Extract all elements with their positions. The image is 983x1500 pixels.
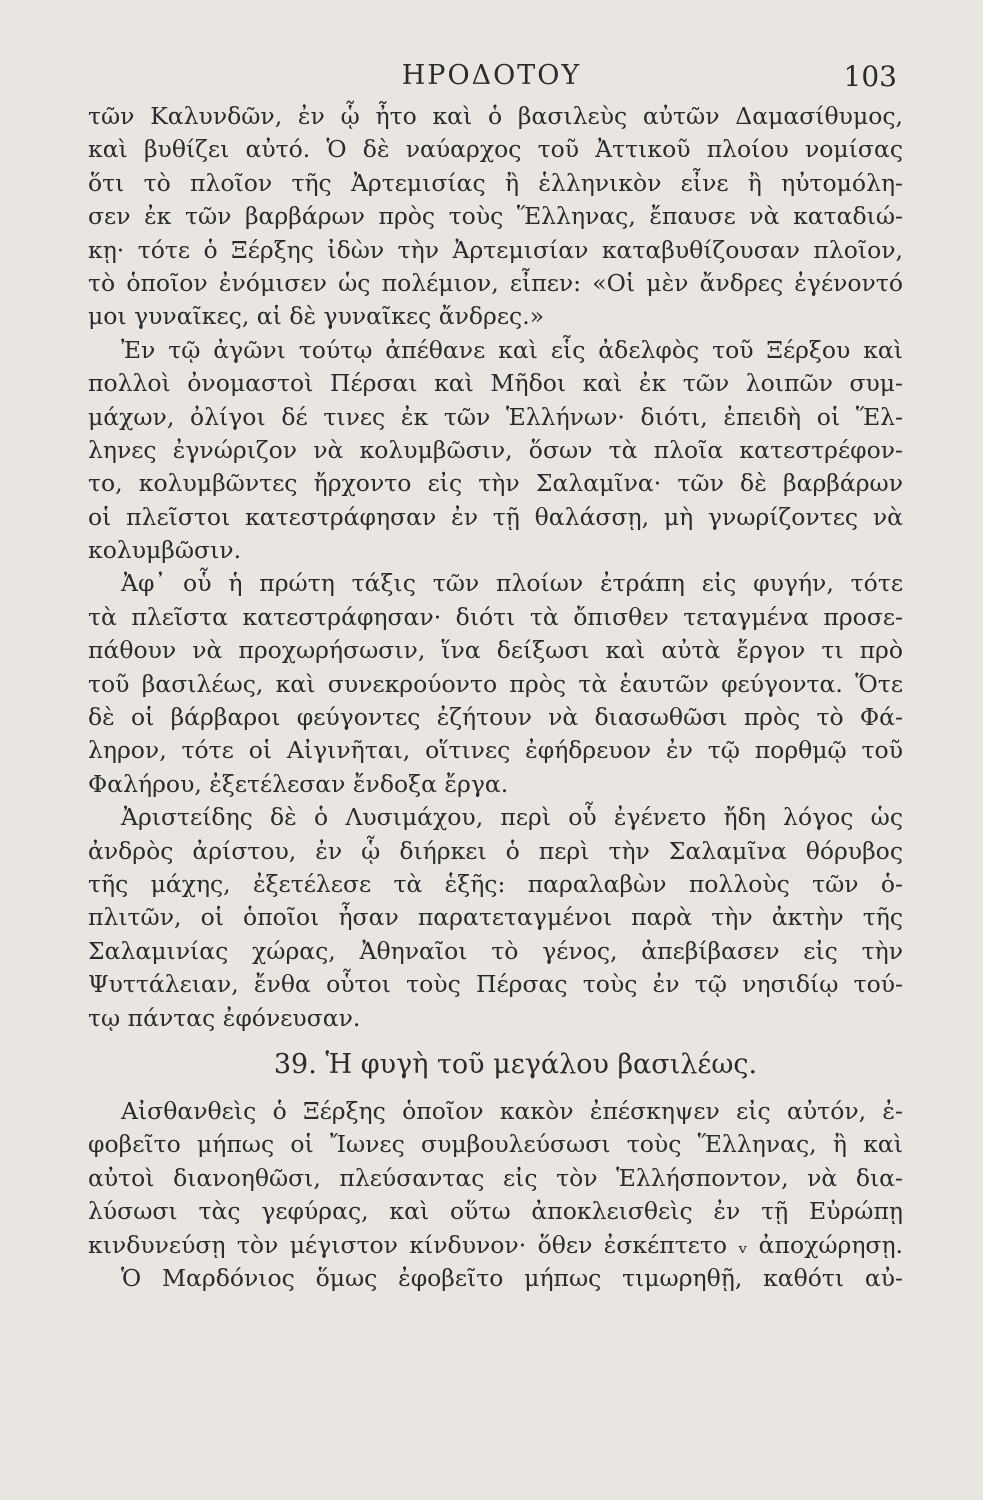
section-heading: 39. Ἡ φυγὴ τοῦ μεγάλου βασιλέως. bbox=[273, 1048, 758, 1080]
text-line: Ὁ Μαρδόνιος ὅμως ἐφοβεῖτο μήπως τιμωρηθῇ, καθότι αὐ- bbox=[121, 1263, 903, 1292]
text-line: τῆς μάχης, ἐξετέλεσε τὰ ἑξῆς: παραλαβὼν πολλοὺς τῶν ὁ- bbox=[88, 869, 903, 898]
text-line: πολλοὶ ὀνομαστοὶ Πέρσαι καὶ Μῆδοι καὶ ἐκ τῶν λοιπῶν συμ- bbox=[88, 369, 903, 398]
text-line: μοι γυναῖκες, αἱ δὲ γυναῖκες ἄνδρες.» bbox=[88, 302, 545, 331]
text-line: μάχων, ὀλίγοι δέ τινες ἐκ τῶν Ἑλλήνων· διότι, ἐπειδὴ οἱ Ἕλ- bbox=[88, 402, 903, 431]
text-line: φοβεῖτο μήπως οἱ Ἴωνες συμβουλεύσωσι τοὺς Ἕλληνας, ἢ καὶ bbox=[88, 1130, 903, 1159]
text-line: αὐτοὶ διανοηθῶσι, πλεύσαντας εἰς τὸν Ἑλλήσποντον, νὰ δια- bbox=[88, 1163, 903, 1192]
text-line: ὅτι τὸ πλοῖον τῆς Ἀρτεμισίας ἢ ἑλληνικὸν εἶνε ἢ ηὐτομόλη- bbox=[88, 168, 903, 197]
text-line: τῳ πάντας ἐφόνευσαν. bbox=[88, 1003, 361, 1032]
text-line: Ἐν τῷ ἀγῶνι τούτῳ ἀπέθανε καὶ εἷς ἀδελφὸς τοῦ Ξέρξου καὶ bbox=[121, 335, 903, 364]
running-head bbox=[0, 56, 983, 92]
text-line: Αἰσθανθεὶς ὁ Ξέρξης ὁποῖον κακὸν ἐπέσκηψεν εἰς αὐτόν, ἐ- bbox=[121, 1096, 903, 1125]
text-line: σεν ἐκ τῶν βαρβάρων πρὸς τοὺς Ἕλληνας, ἔπαυσε νὰ καταδιώ- bbox=[88, 202, 903, 231]
text-line: Ψυττάλειαν, ἔνθα οὗτοι τοὺς Πέρσας τοὺς ἐν τῷ νησιδίῳ τού- bbox=[88, 970, 903, 999]
text-line: Ἀριστείδης δὲ ὁ Λυσιμάχου, περὶ οὗ ἐγένετο ἤδη λόγος ὡς bbox=[121, 803, 903, 832]
text-line: Ἀφ᾽ οὗ ἡ πρώτη τάξις τῶν πλοίων ἐτράπη εἰς φυγήν, τότε bbox=[121, 569, 903, 598]
running-title: ΗΡΟΔΟΤΟΥ bbox=[401, 60, 582, 91]
text-line: ληρον, τότε οἱ Αἰγινῆται, οἵτινες ἐφήδρευον ἐν τῷ πορθμῷ τοῦ bbox=[88, 736, 903, 765]
text-line: τὰ πλεῖστα κατεστράφησαν· διότι τὰ ὄπισθεν τεταγμένα προσε- bbox=[88, 602, 903, 631]
text-line: τῶν Καλυνδῶν, ἐν ᾧ ἦτο καὶ ὁ βασιλεὺς αὐτῶν Δαμασίθυμος, bbox=[88, 102, 903, 130]
text-line: Σαλαμινίας χώρας, Ἀθηναῖοι τὸ γένος, ἀπεβίβασεν εἰς τὴν bbox=[88, 936, 903, 965]
text-line: πλιτῶν, οἱ ὁποῖοι ἦσαν παρατεταγμένοι παρὰ τὴν ἀκτὴν τῆς bbox=[88, 903, 903, 932]
text-line: ληνες ἐγνώριζον νὰ κολυμβῶσιν, ὅσων τὰ πλοῖα κατεστρέφον- bbox=[88, 435, 903, 464]
text-line: καὶ βυθίζει αὐτό. Ὁ δὲ ναύαρχος τοῦ Ἀττικοῦ πλοίου νομίσας bbox=[88, 135, 903, 164]
text-line: λύσωσι τὰς γεφύρας, καὶ οὕτω ἀποκλεισθεὶς ἐν τῇ Εὐρώπῃ bbox=[88, 1197, 903, 1226]
text-line: κινδυνεύσῃ τὸν μέγιστον κίνδυνον· ὅθεν ἐσκέπτετο ᵥ ἀποχώρησῃ. bbox=[88, 1230, 903, 1259]
text-line: πάθουν νὰ προχωρήσωσιν, ἵνα δείξωσι καὶ αὐτὰ ἔργον τι πρὸ bbox=[88, 636, 903, 665]
body-text bbox=[88, 100, 903, 1295]
text-line: κῃ· τότε ὁ Ξέρξης ἰδὼν τὴν Ἀρτεμισίαν καταβυθίζουσαν πλοῖον, bbox=[88, 235, 903, 264]
text-line: τοῦ βασιλέως, καὶ συνεκρούοντο πρὸς τὰ ἑαυτῶν φεύγοντα. Ὅτε bbox=[88, 669, 903, 698]
text-line: κολυμβῶσιν. bbox=[88, 536, 242, 565]
text-line: το, κολυμβῶντες ἤρχοντο εἰς τὴν Σαλαμῖνα· τῶν δὲ βαρβάρων bbox=[88, 469, 903, 498]
text-line: οἱ πλεῖστοι κατεστράφησαν ἐν τῇ θαλάσσῃ, μὴ γνωρίζοντες νὰ bbox=[88, 502, 903, 531]
text-line: Φαλήρου, ἐξετέλεσαν ἔνδοξα ἔργα. bbox=[88, 769, 509, 798]
page-number: 103 bbox=[843, 60, 897, 93]
text-line: ἀνδρὸς ἀρίστου, ἐν ᾧ διήρκει ὁ περὶ τὴν Σαλαμῖνα θόρυβος bbox=[88, 836, 903, 865]
text-line: τὸ ὁποῖον ἐνόμισεν ὡς πολέμιον, εἶπεν: «Οἱ μὲν ἄνδρες ἐγένοντό bbox=[88, 268, 903, 297]
text-line: δὲ οἱ βάρβαροι φεύγοντες ἐζήτουν νὰ διασωθῶσι πρὸς τὸ Φά- bbox=[88, 703, 903, 732]
